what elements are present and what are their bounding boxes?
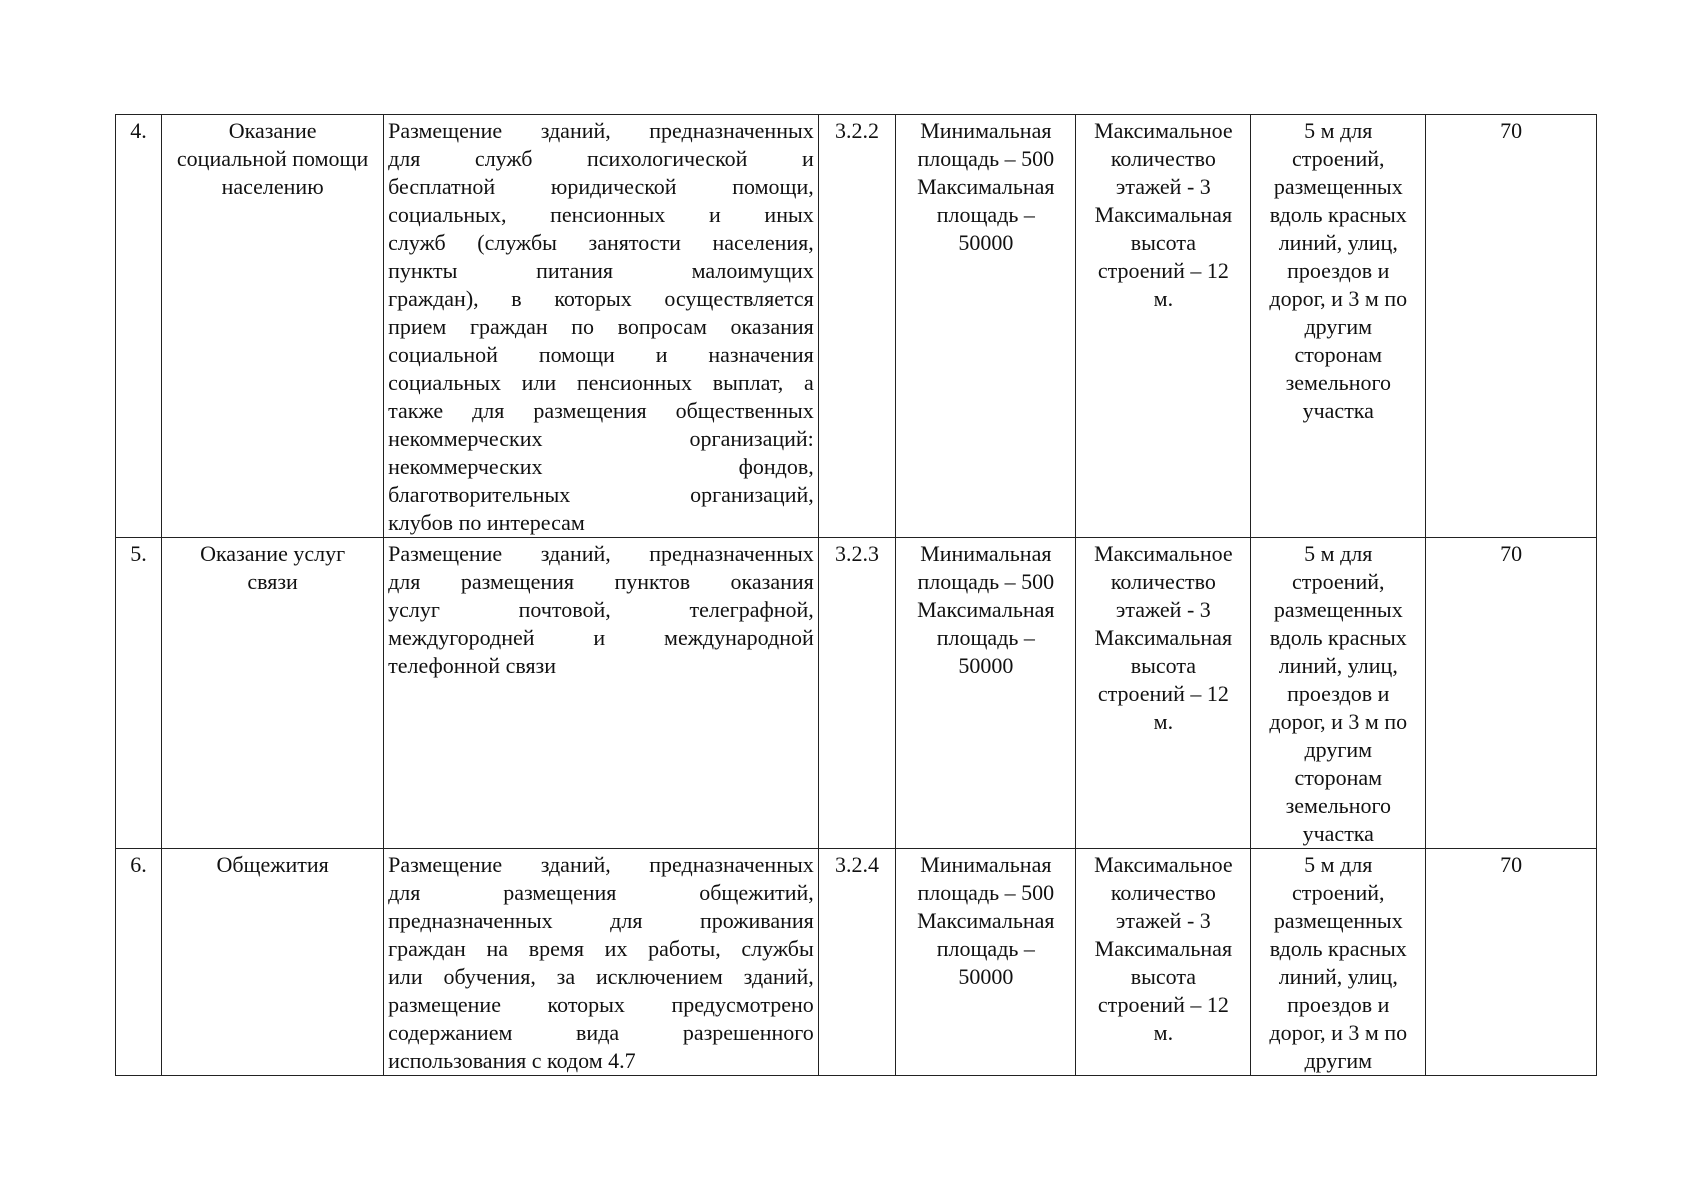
description-line: прием граждан по вопросам оказания bbox=[388, 314, 814, 339]
setback-requirements: 5 м для строений, размещенных вдоль красных линий, улиц, проездов и дорог, и 3 м по другим сторонам земельного участка bbox=[1251, 538, 1426, 849]
description-line: услуг почтовой, телеграфной, bbox=[388, 597, 814, 622]
description-line: Размещение зданий, предназначенных bbox=[388, 118, 814, 143]
description-line: социальных, пенсионных и иных bbox=[388, 202, 814, 227]
row-number: 6. bbox=[116, 849, 162, 1076]
row-number: 4. bbox=[116, 115, 162, 538]
description-line: или обучения, за исключением зданий, bbox=[388, 964, 814, 989]
coverage-percent: 70 bbox=[1426, 538, 1597, 849]
use-code: 3.2.2 bbox=[818, 115, 896, 538]
use-description bbox=[384, 538, 819, 849]
description-line: использования с кодом 4.7 bbox=[388, 1048, 636, 1073]
land-use-table bbox=[115, 114, 1597, 1076]
description-line: некоммерческих фондов, bbox=[388, 454, 814, 479]
setback-requirements: 5 м для строений, размещенных вдоль красных линий, улиц, проездов и дорог, и 3 м по другим bbox=[1251, 849, 1426, 1076]
description-line: для размещения пунктов оказания bbox=[388, 569, 814, 594]
plot-area-limits: Минимальная площадь – 500 Максимальная площадь – 50000 bbox=[896, 115, 1076, 538]
floors-height-limits: Максимальное количество этажей - 3 Максимальная высота строений – 12 м. bbox=[1076, 538, 1251, 849]
description-line: размещение которых предусмотрено bbox=[388, 992, 814, 1017]
description-line: предназначенных для проживания bbox=[388, 908, 814, 933]
table-row bbox=[116, 538, 1597, 849]
setback-requirements: 5 м для строений, размещенных вдоль красных линий, улиц, проездов и дорог, и 3 м по другим сторонам земельного участка bbox=[1251, 115, 1426, 538]
table-row bbox=[116, 115, 1597, 538]
description-line: граждан), в которых осуществляется bbox=[388, 286, 814, 311]
description-line: содержанием вида разрешенного bbox=[388, 1020, 814, 1045]
floors-height-limits: Максимальное количество этажей - 3 Максимальная высота строений – 12 м. bbox=[1076, 849, 1251, 1076]
description-line: также для размещения общественных bbox=[388, 398, 814, 423]
description-line: междугородней и международной bbox=[388, 625, 814, 650]
description-line: для размещения общежитий, bbox=[388, 880, 814, 905]
plot-area-limits: Минимальная площадь – 500 Максимальная площадь – 50000 bbox=[896, 538, 1076, 849]
description-line: благотворительных организаций, bbox=[388, 482, 814, 507]
description-line: Размещение зданий, предназначенных bbox=[388, 852, 814, 877]
description-line: пункты питания малоимущих bbox=[388, 258, 814, 283]
description-line: социальной помощи и назначения bbox=[388, 342, 814, 367]
row-number: 5. bbox=[116, 538, 162, 849]
use-description bbox=[384, 849, 819, 1076]
use-type-name: Оказание услуг связи bbox=[162, 538, 384, 849]
use-code: 3.2.3 bbox=[818, 538, 896, 849]
coverage-percent: 70 bbox=[1426, 849, 1597, 1076]
description-line: бесплатной юридической помощи, bbox=[388, 174, 814, 199]
plot-area-limits: Минимальная площадь – 500 Максимальная площадь – 50000 bbox=[896, 849, 1076, 1076]
use-description bbox=[384, 115, 819, 538]
table-row bbox=[116, 849, 1597, 1076]
use-type-name: Оказание социальной помощи населению bbox=[162, 115, 384, 538]
description-line: Размещение зданий, предназначенных bbox=[388, 541, 814, 566]
description-line: граждан на время их работы, службы bbox=[388, 936, 814, 961]
coverage-percent: 70 bbox=[1426, 115, 1597, 538]
description-line: некоммерческих организаций: bbox=[388, 426, 814, 451]
description-line: служб (службы занятости населения, bbox=[388, 230, 814, 255]
description-line: клубов по интересам bbox=[388, 510, 585, 535]
description-line: социальных или пенсионных выплат, а bbox=[388, 370, 814, 395]
description-line: телефонной связи bbox=[388, 653, 557, 678]
description-line: для служб психологической и bbox=[388, 146, 814, 171]
use-type-name: Общежития bbox=[162, 849, 384, 1076]
floors-height-limits: Максимальное количество этажей - 3 Максимальная высота строений – 12 м. bbox=[1076, 115, 1251, 538]
use-code: 3.2.4 bbox=[818, 849, 896, 1076]
